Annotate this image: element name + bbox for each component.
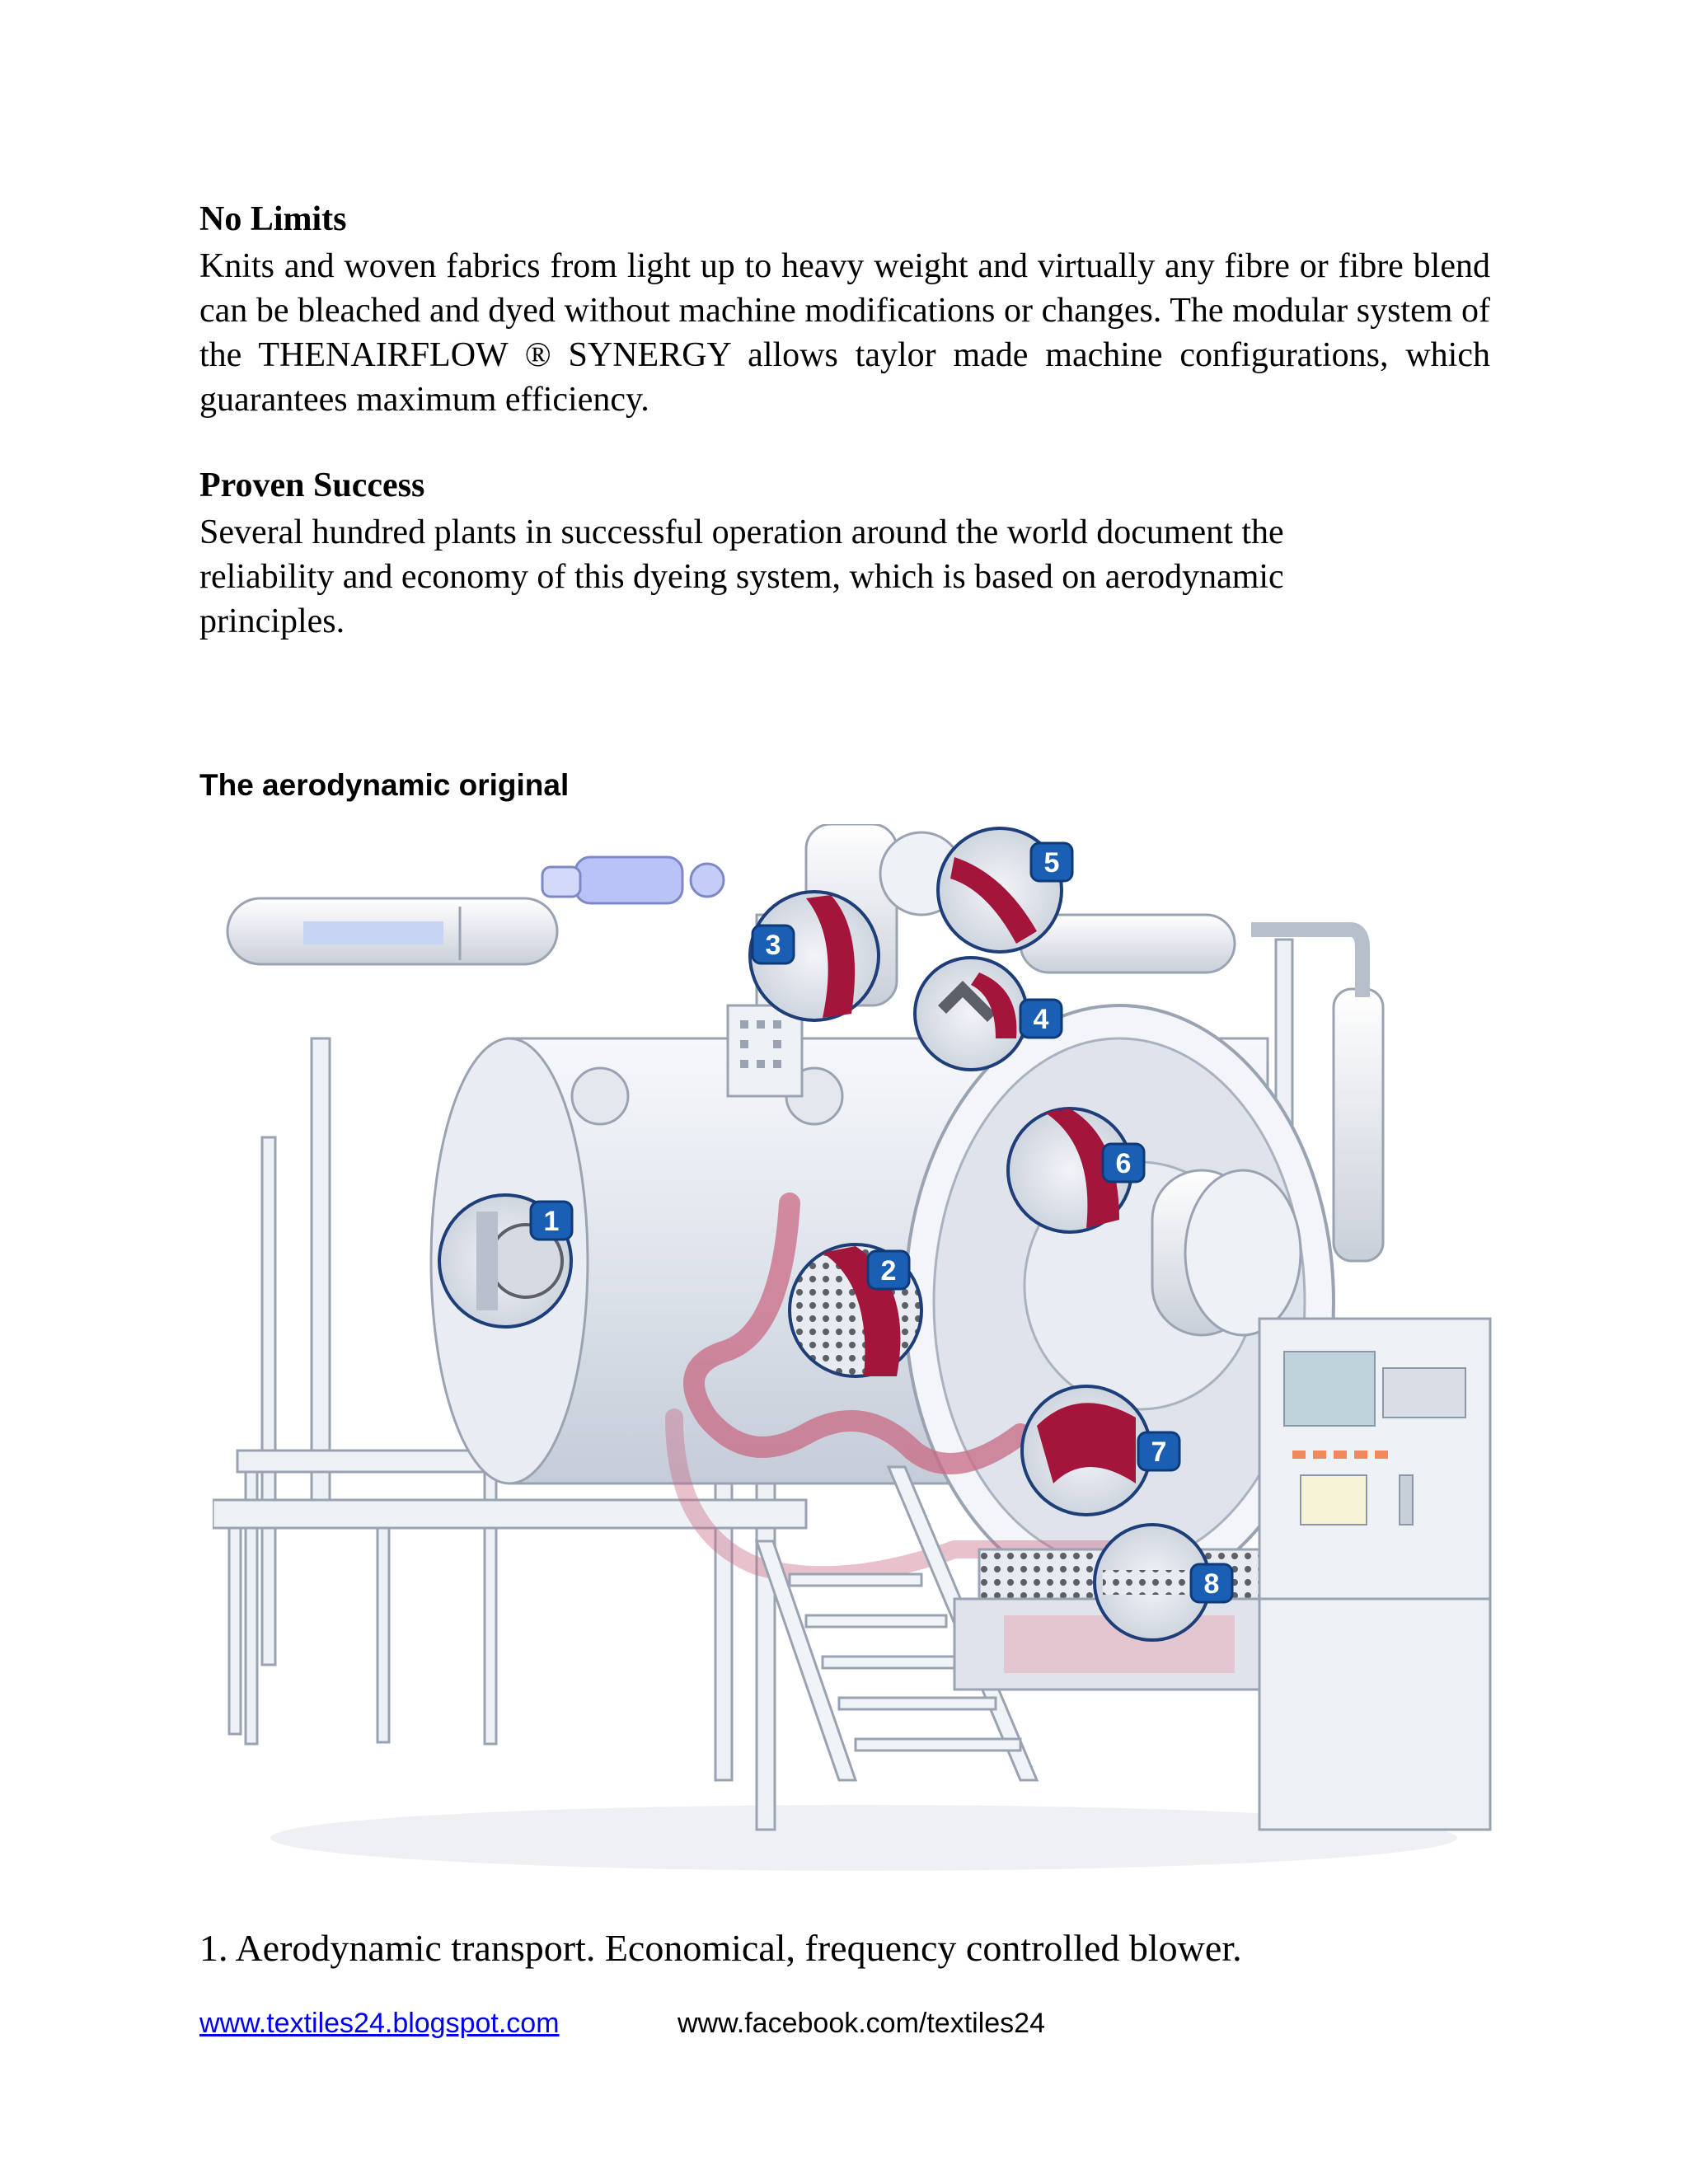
callout-number: 7 — [1151, 1436, 1167, 1468]
blower-motor — [542, 857, 724, 903]
callout-badge — [868, 1251, 909, 1289]
paragraph-proven-success — [199, 510, 1490, 644]
storage-tube — [227, 898, 557, 964]
detail-lens-4 — [915, 958, 1027, 1070]
facebook-url: www.facebook.com/textiles24 — [678, 2008, 1045, 2039]
callout-badge — [1031, 843, 1072, 881]
callout-number: 1 — [543, 1206, 560, 1237]
paragraph-line: principles. — [199, 602, 345, 640]
control-cabinet — [1259, 1319, 1490, 1830]
callout-badge — [531, 1202, 572, 1240]
dyeing-machine-illustration — [213, 824, 1507, 1879]
paragraph-line: reliability and economy of this dyeing system, which is based on aerodynamic — [199, 558, 1284, 596]
heading-no-limits: No Limits — [199, 200, 347, 238]
figure-title: The aerodynamic original — [199, 768, 570, 802]
callout-number: 3 — [765, 930, 781, 961]
detail-lens-7 — [1022, 1386, 1151, 1515]
callout-number: 4 — [1033, 1004, 1049, 1035]
callout-badge — [1138, 1432, 1179, 1470]
callout-number: 6 — [1115, 1148, 1132, 1179]
paragraph-no-limits: Knits and woven fabrics from light up to heavy weight and virtually any fibre or fibre blend can be bleached and dyed without machine modifications or changes. The modular system of the THENAIRFLOW ® SYNERGY allows taylor made machine configurations, which guarantees maximum efficiency. — [199, 247, 1490, 419]
callout-badge — [1103, 1144, 1144, 1182]
figure-caption: 1. Aerodynamic transport. Economical, frequency controlled blower. — [199, 1927, 1242, 1969]
heading-proven-success: Proven Success — [199, 466, 425, 504]
callout-badge — [1020, 1000, 1062, 1038]
paragraph-line: Several hundred plants in successful operation around the world document the — [199, 513, 1284, 551]
callout-badge — [753, 926, 794, 963]
callout-number: 5 — [1043, 847, 1060, 879]
blog-link[interactable]: www.textiles24.blogspot.com — [199, 2008, 560, 2039]
callout-number: 2 — [880, 1255, 897, 1286]
callout-badge — [1191, 1564, 1232, 1602]
callout-number: 8 — [1203, 1568, 1220, 1600]
